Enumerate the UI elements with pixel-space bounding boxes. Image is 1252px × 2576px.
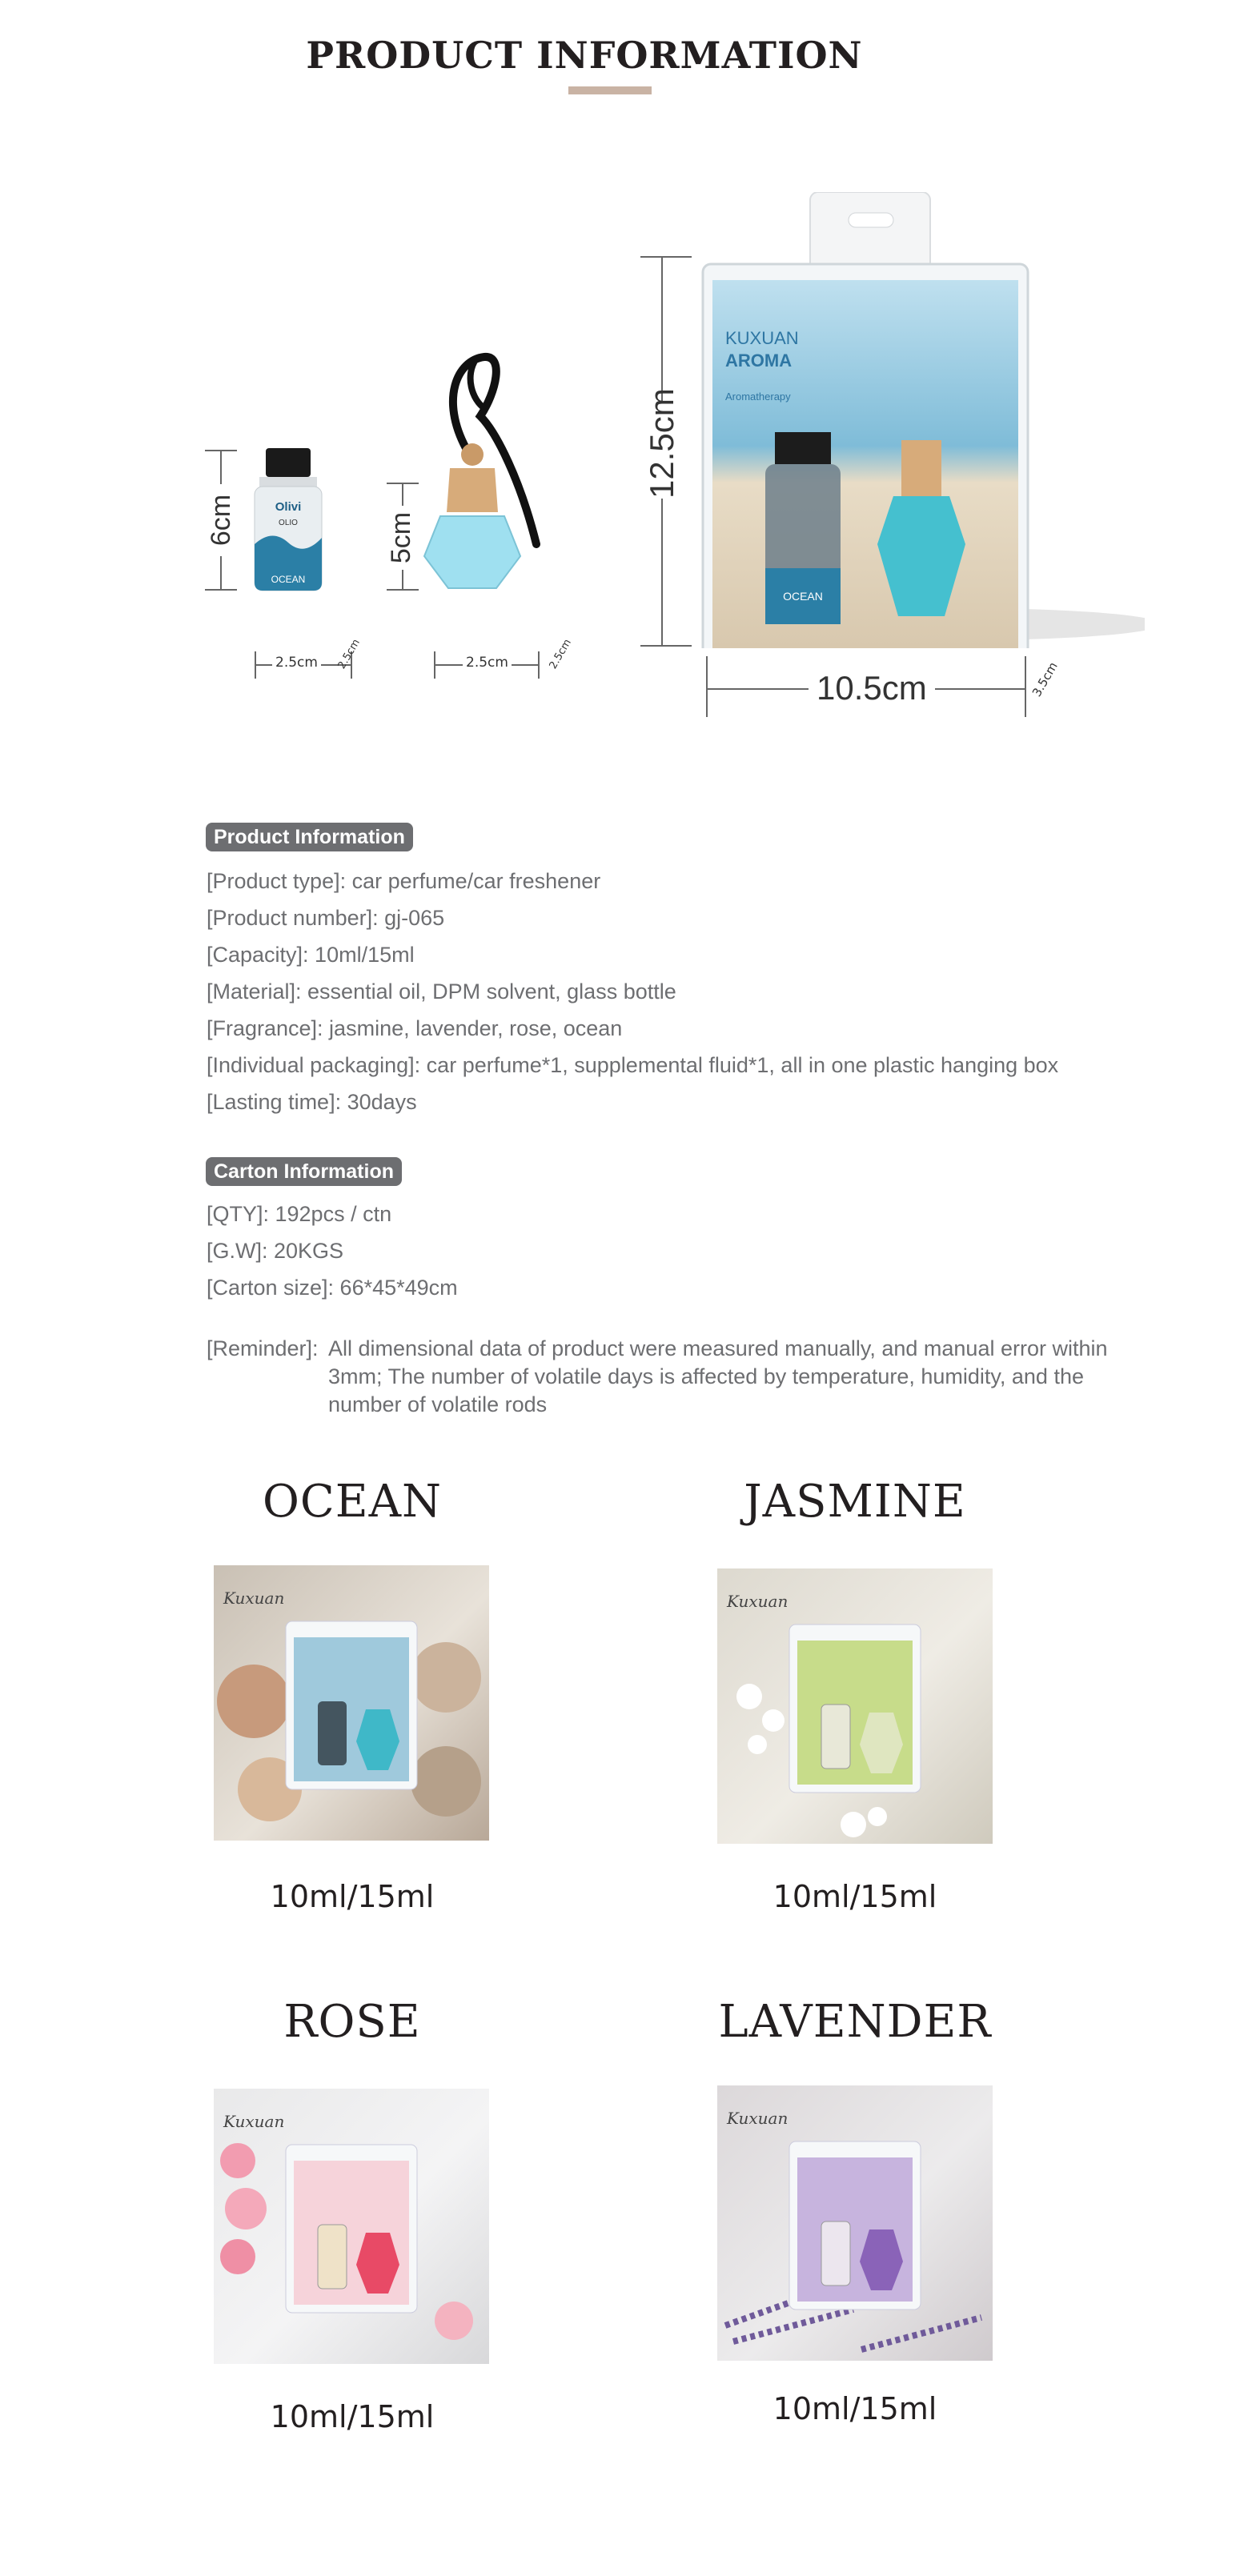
hanging-diffuser-image <box>408 352 552 592</box>
photo-logo-lavender: Kuxuan <box>727 2109 789 2128</box>
carton-gross-weight: [G.W]: 20KGS <box>207 1239 344 1263</box>
reminder-text: All dimensional data of product were measured manually, and manual error within 3mm; The number of volatile days is affected by temperature, humidity, and the number of volatile rods <box>328 1336 1108 1416</box>
info-lasting-time: [Lasting time]: 30days <box>207 1090 417 1114</box>
bottle-width-label: 2.5cm <box>272 655 321 671</box>
hanging-depth-label: 2.5cm <box>547 637 574 671</box>
info-product-type: [Product type]: car perfume/car freshener <box>207 869 601 893</box>
bottle-brand-label: Olivi <box>275 500 302 514</box>
bottle-depth-label: 2.5cm <box>335 637 363 671</box>
photo-logo-jasmine: Kuxuan <box>727 1592 789 1611</box>
variant-capacity-jasmine: 10ml/15ml <box>772 1879 937 1914</box>
reminder-label: [Reminder]: <box>207 1336 319 1360</box>
variant-capacity-lavender: 10ml/15ml <box>772 2391 937 2426</box>
gift-box-image <box>696 192 1145 648</box>
carton-qty: [QTY]: 192pcs / ctn <box>207 1202 392 1226</box>
box-tag-label: Aromatherapy <box>725 391 791 403</box>
variant-capacity-rose: 10ml/15ml <box>270 2399 435 2434</box>
info-capacity: [Capacity]: 10ml/15ml <box>207 943 415 967</box>
photo-logo-ocean: Kuxuan <box>223 1588 285 1608</box>
hanging-width-label: 2.5cm <box>463 655 512 671</box>
info-fragrance: [Fragrance]: jasmine, lavender, rose, ocean <box>207 1016 623 1040</box>
title-underline <box>568 86 652 94</box>
box-brand-label: KUXUAN <box>725 328 799 348</box>
info-material: [Material]: essential oil, DPM solvent, glass bottle <box>207 980 676 1004</box>
bottle-scent-label: OCEAN <box>271 574 306 585</box>
carton-size: [Carton size]: 66*45*49cm <box>207 1276 458 1300</box>
variant-name-rose: ROSE <box>283 1996 421 2048</box>
box-height-label: 12.5cm <box>643 388 680 499</box>
page-title: PRODUCT INFORMATION <box>306 34 863 77</box>
variant-photo-rose <box>214 2089 489 2364</box>
box-depth-label: 3.5cm <box>1029 659 1061 699</box>
variant-name-ocean: OCEAN <box>262 1476 443 1528</box>
product-info-badge: Product Information <box>206 823 413 851</box>
box-bottle-scent: OCEAN <box>783 590 823 603</box>
hanging-height-label: 5cm <box>386 506 418 570</box>
box-width-label: 10.5cm <box>809 669 935 707</box>
variant-name-lavender: LAVENDER <box>718 1996 992 2048</box>
variant-name-jasmine: JASMINE <box>744 1476 966 1528</box>
variant-photo-lavender <box>717 2085 993 2361</box>
refill-bottle-image <box>248 448 328 592</box>
variant-photo-jasmine <box>717 1568 993 1844</box>
variant-capacity-ocean: 10ml/15ml <box>270 1879 435 1914</box>
info-product-number: [Product number]: gj-065 <box>207 906 445 930</box>
bottle-height-label: 6cm <box>206 484 238 556</box>
reminder-note <box>207 1335 1127 1416</box>
carton-info-badge: Carton Information <box>206 1157 402 1186</box>
product-dimension-illustration <box>192 176 1121 736</box>
info-packaging: [Individual packaging]: car perfume*1, supplemental fluid*1, all in one plastic hanging box <box>207 1053 1059 1077</box>
bottle-sub-label: OLIO <box>279 519 298 527</box>
variant-photo-ocean <box>214 1565 489 1841</box>
box-line-label: AROMA <box>725 351 793 371</box>
photo-logo-rose: Kuxuan <box>223 2112 285 2131</box>
